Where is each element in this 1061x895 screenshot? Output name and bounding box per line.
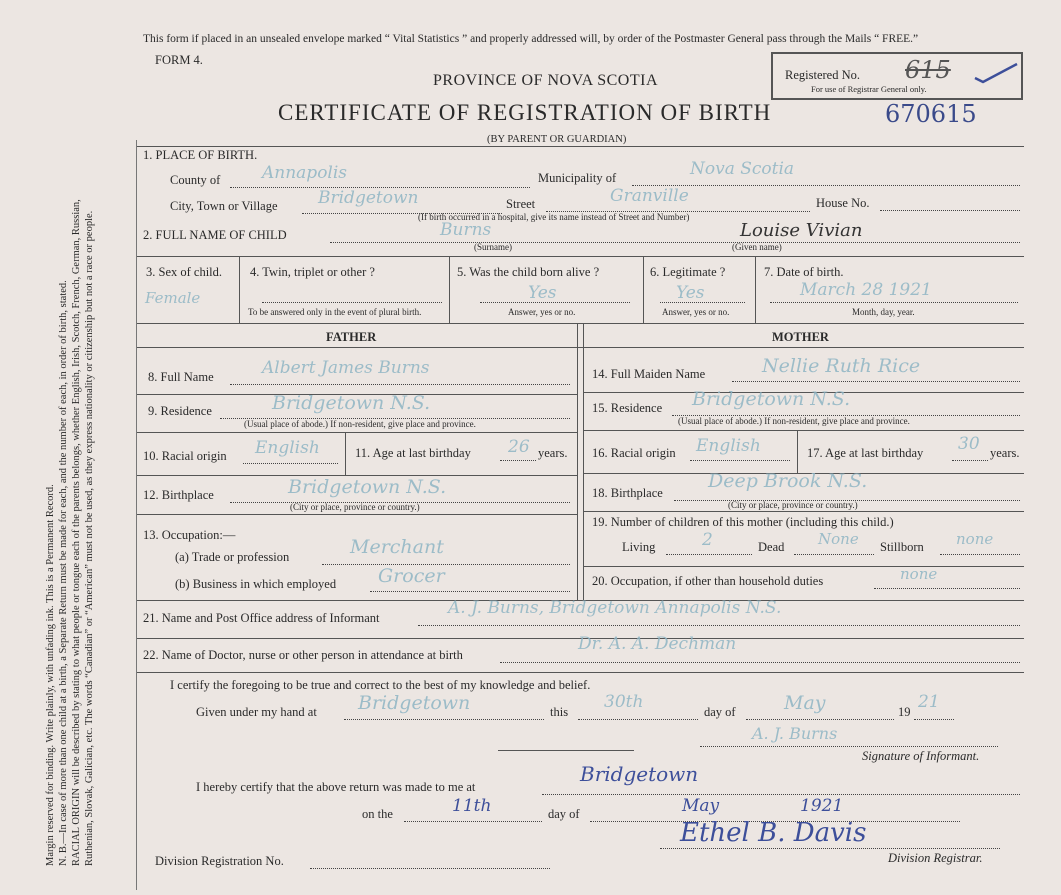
father-age-divider [345,432,346,475]
mother-racial-value: English [696,436,761,456]
mother-heading: MOTHER [772,330,829,344]
registered-note: For use of Registrar General only. [811,84,927,94]
registrar-certify-text: I hereby certify that the above return was made to me at [196,780,476,794]
province-heading: PROVINCE OF NOVA SCOTIA [433,72,659,89]
year-prefix: 19 [898,705,911,719]
father-trade-line [322,564,570,565]
informant-certify-text: I certify the foregoing to be true and correct to the best of my knowledge and belief. [170,678,591,692]
city-label: City, Town or Village [170,199,278,213]
child-surname-value: Burns [440,220,492,240]
doctor-divider [137,672,1024,673]
registrar-signature-line [660,848,1000,849]
margin-line-2: N. B.—In case of more than one child at a birth, a Separate Return must be made for each, and the number of each, in order of birth, stated. [58,280,69,866]
father-age-label: 11. Age at last birthday [355,446,471,460]
dead-value: None [818,530,859,548]
house-label: House No. [816,196,870,210]
informant-label: 21. Name and Post Office address of Informant [143,611,380,625]
registrar-day-value: 11th [452,796,492,816]
county-label: County of [170,173,221,187]
father-birthplace-note: (City or place, province or country.) [290,502,420,512]
stillborn-value: none [956,530,994,548]
father-residence-label: 9. Residence [148,404,212,418]
margin-line-4: Ruthenian, Slovak, Galician, etc. The words “Canadian” or “American” must not be used, as they express nationality or citizenship but not a race or people. [84,210,95,866]
given-note: (Given name) [732,242,782,252]
informant-signature-label: Signature of Informant. [862,749,980,763]
sex-value: Female [145,289,201,307]
division-number-line [310,868,550,869]
mother-racial-label: 16. Racial origin [592,446,676,460]
father-business-line [370,591,570,592]
header-divider [137,146,1024,147]
mother-residence-note: (Usual place of abode.) If non-resident, give place and province. [678,416,910,426]
col-divider-1 [239,256,240,323]
margin-rule [136,140,137,890]
registered-label: Registered No. [785,68,860,82]
registrar-signature: Ethel B. Davis [680,818,867,848]
mother-birthplace-note: (City or place, province or country.) [728,500,858,510]
twin-label: 4. Twin, triplet or other ? [250,265,375,279]
informant-value: A. J. Burns, Bridgetown Annapolis N.S. [448,598,782,618]
mother-row-divider-2 [583,430,1024,431]
legitimate-value: Yes [676,283,705,303]
father-racial-label: 10. Racial origin [143,449,227,463]
row-divider-bottom [137,323,1024,324]
registrar-day-line [404,821,542,822]
birth-date-line [770,302,1018,303]
registrar-label: Division Registrar. [888,851,983,865]
birth-date-value: March 28 1921 [800,280,932,300]
living-value: 2 [702,530,713,550]
municipality-label: Municipality of [538,171,617,185]
father-racial-line [243,463,338,464]
informant-signature-line [700,746,998,747]
street-value: Granville [610,186,689,206]
father-residence-note: (Usual place of abode.) If non-resident, give place and province. [244,419,476,429]
father-years: years. [538,446,568,460]
mother-row-divider-5 [583,566,1024,567]
place-of-birth-heading: 1. PLACE OF BIRTH. [143,148,258,162]
stillborn-label: Stillborn [880,540,924,554]
registered-value: 615 [905,56,951,84]
mother-age-divider [797,430,798,473]
short-rule [498,750,634,751]
municipality-value: Nova Scotia [690,159,795,179]
father-row-divider-2 [137,432,577,433]
mother-years: years. [990,446,1020,460]
postal-notice: This form if placed in an unsealed envelope marked “ Vital Statistics ” and properly addressed will, by order of the Postmaster General pass through the Mails “ FREE.” [143,33,919,45]
father-name-label: 8. Full Name [148,370,214,384]
legitimate-label: 6. Legitimate ? [650,265,726,279]
father-business-value: Grocer [378,565,445,587]
doctor-value: Dr. A. A. Dechman [578,634,737,654]
mother-name-label: 14. Full Maiden Name [592,367,706,381]
margin-instructions [44,66,96,866]
birth-date-label: 7. Date of birth. [764,265,844,279]
city-value: Bridgetown [318,188,419,208]
certificate-subtitle: (BY PARENT OR GUARDIAN) [487,134,627,145]
registered-number-box [771,52,1023,100]
registrar-year-value: 1921 [800,796,844,816]
doctor-line [500,662,1020,663]
day-of-label: day of [704,705,736,719]
doctor-label: 22. Name of Doctor, nurse or other person in attendance at birth [143,648,463,662]
mother-residence-label: 15. Residence [592,401,663,415]
alive-note: Answer, yes or no. [508,307,576,317]
mother-birthplace-value: Deep Brook N.S. [708,470,868,492]
year-value: 21 [918,692,940,712]
dead-label: Dead [758,540,785,554]
father-row-divider-4 [137,514,577,515]
margin-line-3: RACIAL ORIGIN will be described by stating to what people or tongue each of the parents belongs, whether English, Irish, Scotch, French, German, Russian, [71,199,82,866]
this-line [578,719,698,720]
father-birthplace-label: 12. Birthplace [143,488,214,502]
child-given-value: Louise Vivian [740,220,863,241]
given-place-value: Bridgetown [358,692,471,714]
this-day-value: 30th [604,692,644,712]
mother-racial-line [690,460,790,461]
stamped-number: 670615 [885,100,977,128]
mother-age-value: 30 [958,434,980,454]
checkmark-icon [973,60,1019,86]
month-value: May [784,692,826,714]
father-name-line [230,384,570,385]
mother-occupation-line [874,588,1020,589]
month-line [746,719,894,720]
form-number: FORM 4. [155,53,203,67]
father-age-value: 26 [508,437,530,457]
father-trade-label: (a) Trade or profession [175,550,290,564]
living-label: Living [622,540,656,554]
child-name-line [330,242,1020,243]
father-racial-value: English [255,438,320,458]
col-divider-3 [643,256,644,323]
birth-date-note: Month, day, year. [852,307,915,317]
mother-name-line [732,381,1020,382]
col-divider-4 [755,256,756,323]
surname-note: (Surname) [474,242,512,252]
mother-birthplace-label: 18. Birthplace [592,486,663,500]
mother-age-line [952,460,988,461]
father-name-value: Albert James Burns [262,358,430,378]
this-label: this [550,705,569,719]
father-occupation-label: 13. Occupation:— [143,528,236,542]
father-age-line [500,460,536,461]
mother-row-divider-4 [583,511,1024,512]
hospital-note: (If birth occurred in a hospital, give its name instead of Street and Number) [418,212,690,222]
mother-occupation-label: 20. Occupation, if other than household duties [592,574,824,588]
mother-occupation-value: none [900,565,938,583]
street-label: Street [506,197,536,211]
registrar-place-line [542,794,1020,795]
parents-heading-divider [137,347,1024,348]
informant-signature: A. J. Burns [752,724,838,743]
dead-line [794,554,874,555]
father-birthplace-value: Bridgetown N.S. [288,476,447,498]
mother-residence-value: Bridgetown N.S. [692,388,851,410]
parents-divider-left [577,323,578,600]
mother-age-label: 17. Age at last birthday [807,446,924,460]
father-business-label: (b) Business in which employed [175,577,337,591]
county-value: Annapolis [262,163,348,183]
given-under-label: Given under my hand at [196,705,317,719]
child-name-label: 2. FULL NAME OF CHILD [143,228,287,242]
father-residence-value: Bridgetown N.S. [272,392,431,414]
given-place-line [344,719,544,720]
registrar-day-of-label: day of [548,807,580,821]
alive-label: 5. Was the child born alive ? [457,265,600,279]
registrar-place-value: Bridgetown [580,762,699,786]
informant-line [418,625,1020,626]
division-number-label: Division Registration No. [155,854,284,868]
stillborn-line [940,554,1020,555]
on-the-label: on the [362,807,393,821]
children-count-label: 19. Number of children of this mother (including this child.) [592,515,894,529]
alive-value: Yes [528,283,557,303]
house-line [880,210,1020,211]
living-line [666,554,752,555]
year-line [914,719,954,720]
row-divider-top [137,256,1024,257]
margin-line-1: Margin reserved for binding. Write plainly, with unfading ink. This is a Permanent Record. [45,484,56,866]
twin-note: To be answered only in the event of plural birth. [248,307,422,317]
father-trade-value: Merchant [350,536,444,558]
municipality-line [632,185,1020,186]
certificate-title: CERTIFICATE OF REGISTRATION OF BIRTH [278,100,772,125]
col-divider-2 [449,256,450,323]
father-heading: FATHER [326,330,377,344]
sex-label: 3. Sex of child. [146,265,223,279]
twin-line [262,302,442,303]
mother-name-value: Nellie Ruth Rice [762,355,921,377]
legitimate-note: Answer, yes or no. [662,307,730,317]
parents-divider-right [583,323,584,600]
registrar-month-value: May [682,796,720,816]
